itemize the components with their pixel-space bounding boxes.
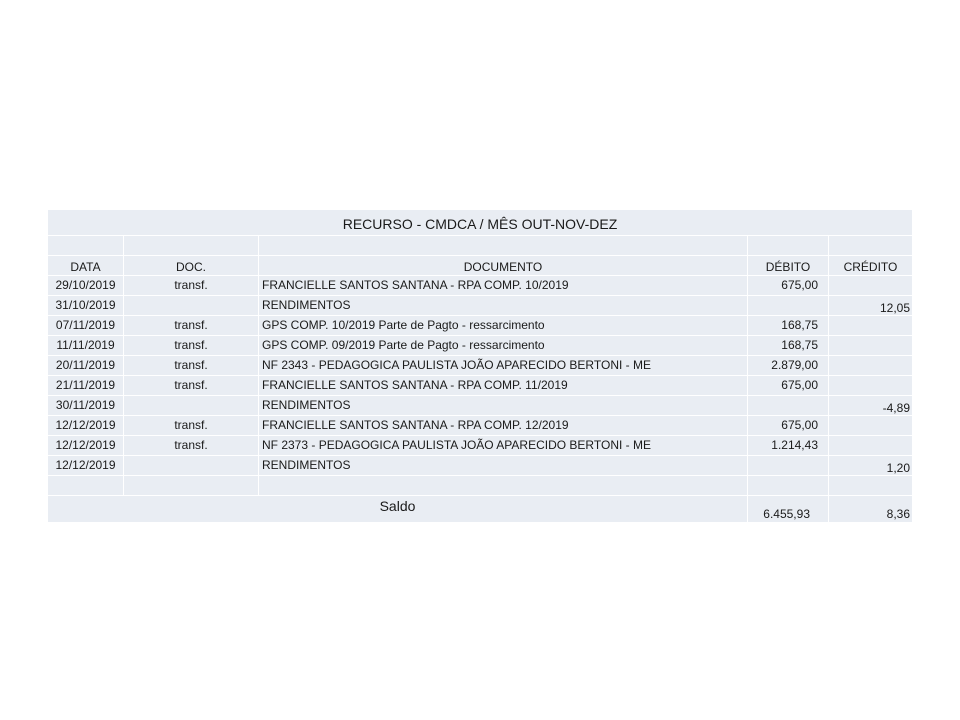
table-row [48, 456, 912, 476]
blank-row [48, 236, 912, 256]
row-date: 30/11/2019 [48, 396, 124, 415]
table-row [48, 336, 912, 356]
row-doc: transf. [124, 336, 259, 355]
row-date: 29/10/2019 [48, 276, 124, 295]
ledger-table [48, 210, 912, 522]
row-credit [829, 316, 912, 335]
row-debit: 168,75 [748, 336, 829, 355]
row-description: NF 2373 - PEDAGOGICA PAULISTA JOÃO APARECIDO BERTONI - ME [259, 436, 748, 455]
row-debit: 1.214,43 [748, 436, 829, 455]
row-credit [829, 436, 912, 455]
row-description: FRANCIELLE SANTOS SANTANA - RPA COMP. 11/2019 [259, 376, 748, 395]
row-doc [124, 296, 259, 315]
row-credit [829, 416, 912, 435]
header-credit: CRÉDITO [843, 260, 898, 274]
row-doc: transf. [124, 356, 259, 375]
row-doc: transf. [124, 316, 259, 335]
row-credit [829, 376, 912, 395]
row-debit: 675,00 [748, 276, 829, 295]
row-date: 12/12/2019 [48, 416, 124, 435]
row-date: 11/11/2019 [48, 336, 124, 355]
table-row [48, 436, 912, 456]
table-row [48, 396, 912, 416]
row-description: NF 2343 - PEDAGOGICA PAULISTA JOÃO APARECIDO BERTONI - ME [259, 356, 748, 375]
blank-row [48, 476, 912, 496]
row-date: 12/12/2019 [48, 436, 124, 455]
row-credit [829, 356, 912, 375]
row-doc: transf. [124, 436, 259, 455]
row-date: 12/12/2019 [48, 456, 124, 475]
table-title: RECURSO - CMDCA / MÊS OUT-NOV-DEZ [48, 210, 912, 236]
row-description: GPS COMP. 09/2019 Parte de Pagto - ressarcimento [259, 336, 748, 355]
row-doc [124, 456, 259, 475]
row-date: 21/11/2019 [48, 376, 124, 395]
row-debit: 675,00 [748, 376, 829, 395]
row-description: FRANCIELLE SANTOS SANTANA - RPA COMP. 10/2019 [259, 276, 748, 295]
row-debit: 168,75 [748, 316, 829, 335]
row-credit [829, 336, 912, 355]
row-debit: 2.879,00 [748, 356, 829, 375]
header-debit: DÉBITO [748, 256, 829, 275]
table-row [48, 376, 912, 396]
row-doc: transf. [124, 376, 259, 395]
table-row [48, 316, 912, 336]
row-debit [748, 456, 829, 475]
table-row [48, 276, 912, 296]
header-doc: DOC. [124, 256, 259, 275]
row-credit: -4,89 [882, 401, 910, 415]
row-date: 31/10/2019 [48, 296, 124, 315]
row-doc: transf. [124, 276, 259, 295]
row-debit: 675,00 [748, 416, 829, 435]
row-doc: transf. [124, 416, 259, 435]
row-credit: 12,05 [879, 301, 910, 315]
row-credit [829, 276, 912, 295]
row-date: 07/11/2019 [48, 316, 124, 335]
row-doc [124, 396, 259, 415]
header-date: DATA [48, 256, 124, 275]
table-row [48, 356, 912, 376]
table-row [48, 416, 912, 436]
saldo-row [48, 496, 912, 522]
row-credit: 1,20 [886, 461, 910, 475]
saldo-credit: 8,36 [886, 507, 910, 521]
row-date: 20/11/2019 [48, 356, 124, 375]
row-description: RENDIMENTOS [259, 396, 748, 415]
header-description: DOCUMENTO [259, 256, 748, 275]
row-description: RENDIMENTOS [259, 456, 748, 475]
row-debit [748, 396, 829, 415]
header-row [48, 256, 912, 276]
row-description: GPS COMP. 10/2019 Parte de Pagto - ressarcimento [259, 316, 748, 335]
saldo-label: Saldo [48, 496, 748, 522]
row-description: FRANCIELLE SANTOS SANTANA - RPA COMP. 12/2019 [259, 416, 748, 435]
row-description: RENDIMENTOS [259, 296, 748, 315]
saldo-debit: 6.455,93 [748, 496, 829, 522]
row-debit [748, 296, 829, 315]
table-row [48, 296, 912, 316]
